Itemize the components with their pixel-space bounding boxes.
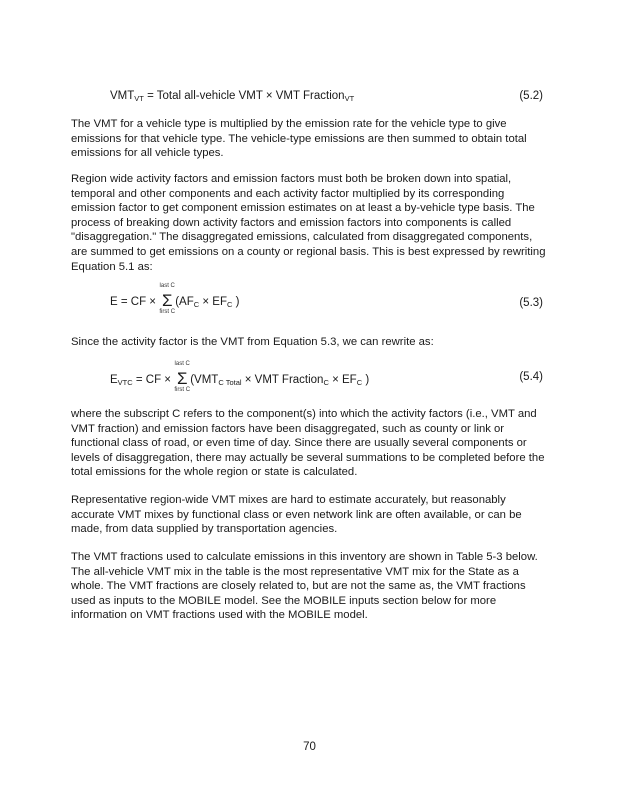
eq52-rhs-subscript: VT (344, 94, 355, 103)
eq54-body-c: × EF (328, 374, 357, 386)
paragraph-activity-factor: Since the activity factor is the VMT from Equation 5.3, we can rewrite as: (71, 336, 434, 348)
eq53-lhs: E = CF × (110, 296, 160, 308)
eq54-sub-c: C (356, 378, 363, 387)
eq54-sum-upper-limit: last C (174, 361, 190, 367)
eq54-sigma: Σ (176, 369, 188, 388)
eq53-sub-a: C (193, 300, 200, 309)
paragraph-subscript-c: where the subscript C refers to the component(s) into which the activity factors (i.e., VMT and VMT fraction) and emission factors have been disaggregated, such as county or link or functional class of road, or even time of day. Since there are usually several components or levels of disaggregation, there may actually be several summations to be completed before the total emissions for the whole region or state is calculated. (71, 408, 545, 479)
eq54-lhs-subscript: VTC (117, 378, 133, 387)
paragraph-disaggregation: Region wide activity factors and emission factors must both be broken down into spatial, temporal and other components and each activity factor multiplied by its corresponding emission factor to get component emission estimates on at least a by-vehicle type basis. The process of breaking down activity factors and emission factors into components is called "disaggregation." The disaggregated emissions, calculated from disaggregated components, are summed to get emissions on a county or regional basis. This is best expressed by rewriting Equation 5.1 as: (71, 173, 546, 273)
eq52-lhs-subscript: VT (134, 94, 144, 103)
eq54-mid: = CF × (132, 374, 175, 386)
page-number: 70 (303, 741, 316, 753)
paragraph-representative-vmt: Representative region-wide VMT mixes are hard to estimate accurately, but reasonably accurate VMT mixes by functional class or even network link are often available, or can be made, from data supplied by transportation agencies. (71, 494, 522, 536)
eq54-body-b: × VMT Fraction (241, 374, 324, 386)
equation-5-4-number: (5.4) (519, 371, 543, 383)
eq52-lhs: VMT (110, 90, 135, 102)
eq54-sub-b: C (323, 378, 329, 387)
eq54-body-a: (VMT (190, 374, 219, 386)
eq53-sub-b: C (226, 300, 233, 309)
equation-5-3-expression (110, 283, 240, 315)
eq53-summation (159, 283, 176, 315)
eq52-rhs: = Total all-vehicle VMT × VMT Fraction (143, 90, 345, 102)
equation-5-2-number: (5.2) (519, 90, 543, 102)
eq53-sum-upper-limit: last C (159, 283, 175, 289)
eq53-body-b: × EF (199, 296, 227, 308)
eq53-body-a: (AF (175, 296, 194, 308)
paragraph-vmt-emission-rate: The VMT for a vehicle type is multiplied by the emission rate for the vehicle type to give emissions for that vehicle type. The vehicle-type emissions are then summed to obtain total emissions for all vehicle types. (71, 118, 527, 160)
eq54-body-d: ) (362, 374, 370, 386)
equation-5-3-number: (5.3) (519, 297, 543, 309)
eq53-body-c: ) (232, 296, 240, 308)
eq54-sum-lower-limit: first C (174, 387, 191, 393)
eq54-lhs: E (110, 374, 118, 386)
paragraph-vmt-fractions: The VMT fractions used to calculate emissions in this inventory are shown in Table 5-3 below. The all-vehicle VMT mix in the table is the most representative VMT mix for the State as a whole. The VMT fractions are closely related to, but are not the same as, the VMT fractions used as inputs to the MOBILE model. See the MOBILE inputs section below for more information on VMT fractions used with the MOBILE model. (71, 551, 538, 622)
eq54-summation (174, 361, 191, 393)
equation-5-2-expression (110, 90, 354, 103)
eq54-sub-a: C Total (218, 378, 242, 387)
equation-5-4-expression (110, 361, 370, 393)
eq53-sum-lower-limit: first C (159, 309, 176, 315)
eq53-sigma: Σ (161, 291, 173, 310)
